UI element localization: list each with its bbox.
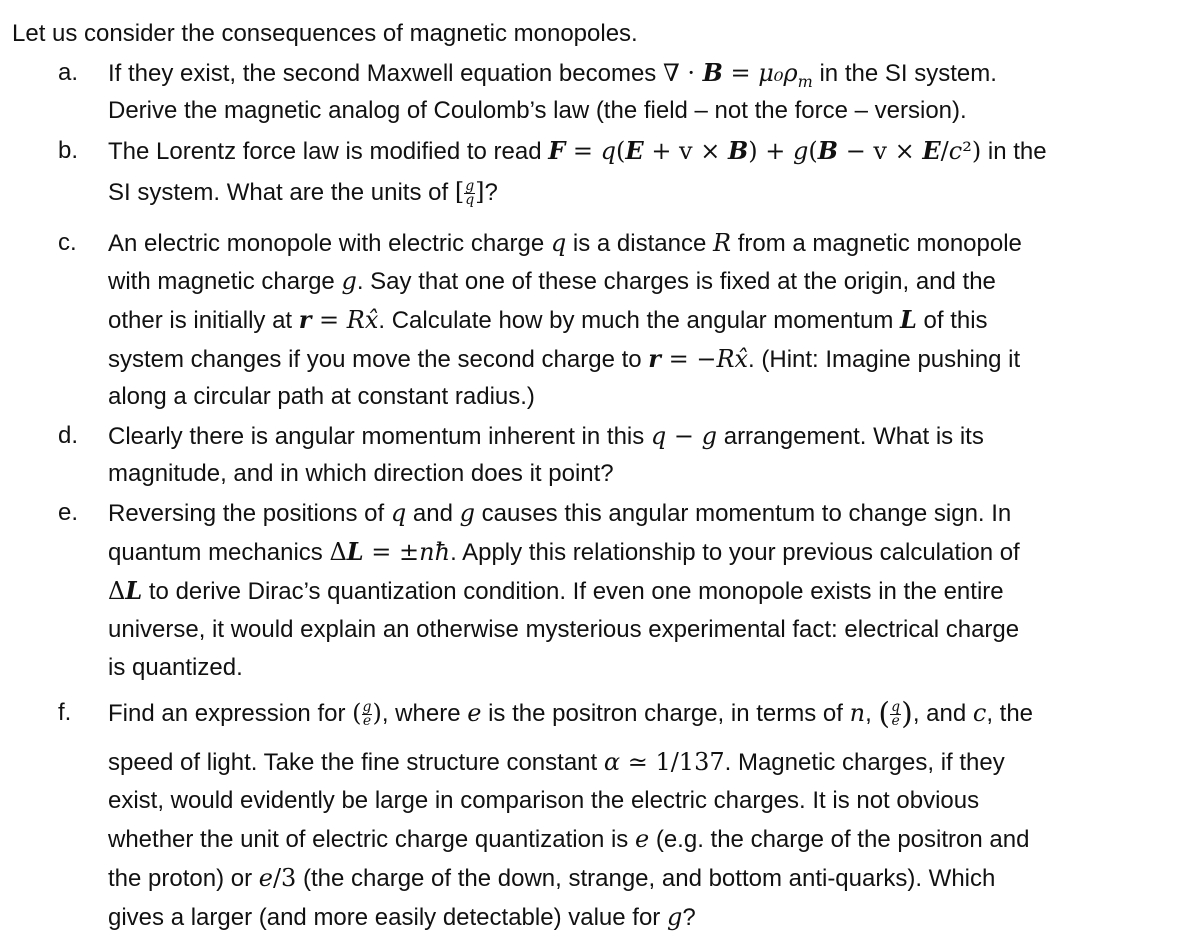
item-line	[108, 58, 997, 97]
text-run: other is initially at	[108, 307, 299, 334]
math-symbol: α	[603, 748, 621, 776]
math-symbol: ) +	[748, 137, 794, 165]
math-symbol: (	[808, 137, 818, 165]
text-run: Reversing the positions of	[108, 500, 391, 527]
item-line	[108, 228, 1022, 259]
item-marker: a.	[58, 59, 79, 86]
text-run: If they exist, the second Maxwell equation becomes	[108, 60, 663, 87]
math-vector: L	[125, 576, 143, 605]
math-symbol: ²)	[962, 137, 982, 165]
fraction	[890, 701, 901, 728]
math-symbol: nħ	[419, 538, 451, 566]
math-vector: L	[899, 305, 917, 334]
math-symbol: c	[972, 699, 987, 727]
math-symbol: g	[701, 422, 718, 450]
text-run: of this	[916, 307, 988, 334]
math-symbol: Δ	[329, 538, 347, 566]
text-run: . Magnetic charges, if they	[724, 749, 1005, 776]
text-run: . Say that one of these charges is fixed at the origin, and the	[356, 268, 996, 295]
text-run: , and	[912, 700, 973, 727]
math-vector: B	[817, 136, 839, 165]
math-vector: E	[922, 136, 941, 165]
math-symbol: m	[797, 71, 813, 91]
item-marker: c.	[58, 229, 77, 256]
math-symbol: e	[634, 825, 650, 853]
item-line	[108, 177, 498, 208]
text-run: with magnetic charge	[108, 268, 342, 295]
math-symbol: =	[722, 59, 759, 87]
text-run: along a circular path at constant radius.)	[108, 383, 535, 410]
item-line	[108, 653, 243, 683]
item-marker: d.	[58, 422, 79, 449]
text-run: quantum mechanics	[108, 539, 330, 566]
text-run: An electric monopole with electric charge	[108, 230, 551, 257]
item-line	[108, 747, 1005, 778]
math-symbol: q	[650, 422, 667, 450]
text-run: ,	[865, 700, 879, 727]
math-symbol: Rx̂	[716, 345, 749, 373]
text-run: SI system. What are the units of	[108, 179, 455, 206]
item-marker: e.	[58, 499, 79, 526]
math-symbol: ∇ ·	[662, 59, 703, 87]
fraction-numerator: g	[465, 178, 475, 195]
item-line	[108, 498, 1011, 529]
text-run: is quantized.	[108, 654, 243, 681]
math-symbol: /	[940, 137, 949, 165]
math-vector: r	[298, 305, 312, 334]
text-run: in the	[981, 138, 1047, 165]
text-run: causes this angular momentum to change sign. In	[474, 500, 1012, 527]
text-run: and	[406, 500, 460, 527]
math-symbol: g	[666, 903, 683, 931]
text-run: system changes if you move the second charge to	[108, 346, 649, 373]
text-run: Clearly there is angular momentum inherent in this	[108, 423, 651, 450]
math-vector: r	[648, 344, 661, 373]
text-run: in the SI system.	[812, 60, 997, 87]
fraction-denominator: e	[362, 713, 372, 730]
math-symbol: e	[467, 699, 482, 727]
math-vector: L	[346, 537, 364, 566]
text-run: (the charge of the down, strange, and bottom anti-quarks). Which	[296, 865, 996, 892]
math-symbol: n	[849, 699, 866, 727]
math-symbol: R	[713, 229, 732, 257]
intro-line: Let us consider the consequences of magnetic monopoles.	[12, 20, 638, 47]
fraction-numerator: q	[891, 699, 901, 716]
math-symbol: [	[454, 178, 465, 206]
math-vector: E	[625, 136, 644, 165]
math-symbol: μ₀ρ	[758, 59, 798, 87]
fraction-denominator: e	[891, 713, 900, 730]
text-run: ?	[682, 904, 696, 931]
text-run: is a distance	[566, 230, 713, 257]
math-symbol: q	[600, 137, 617, 165]
text-run: magnitude, and in which direction does it point?	[108, 460, 614, 487]
item-line	[108, 421, 984, 452]
item-line	[108, 824, 1029, 855]
math-symbol: Δ	[108, 577, 126, 605]
math-paren: )	[901, 696, 913, 732]
item-line	[108, 96, 967, 126]
math-paren: (	[878, 696, 891, 732]
item-line	[108, 305, 988, 336]
text-run: is the positron charge, in terms of	[481, 700, 850, 727]
text-run: , where	[381, 700, 468, 727]
text-run: gives a larger (and more easily detectable) value for	[108, 904, 667, 931]
text-run: arrangement. What is its	[717, 423, 984, 450]
math-symbol: q	[390, 499, 407, 527]
item-line	[108, 615, 1019, 645]
fraction	[362, 701, 373, 728]
text-run: ?	[484, 179, 498, 206]
item-line	[108, 786, 979, 816]
math-vector: B	[727, 136, 749, 165]
text-run: whether the unit of electric charge quantization is	[108, 826, 635, 853]
math-symbol: = ±	[363, 538, 420, 566]
text-run: , the	[986, 700, 1034, 727]
item-line	[108, 576, 1004, 607]
text-run: Find an expression for	[108, 700, 353, 727]
text-run: speed of light. Take the fine structure constant	[108, 749, 604, 776]
text-run: . (Hint: Imagine pushing it	[748, 346, 1021, 373]
math-symbol: )	[372, 699, 382, 727]
math-symbol: g	[793, 137, 809, 165]
item-line	[108, 902, 696, 933]
math-symbol: g	[341, 267, 357, 295]
math-vector: B	[702, 58, 723, 87]
math-symbol: (	[352, 699, 362, 727]
text-run: (e.g. the charge of the positron and	[649, 826, 1030, 853]
text-run: . Calculate how by much the angular momentum	[378, 307, 900, 334]
item-line	[108, 266, 996, 297]
math-symbol: Rx̂	[346, 306, 379, 334]
fraction	[464, 180, 475, 207]
text-run: . Apply this relationship to your previous calculation of	[450, 539, 1020, 566]
math-symbol: c	[948, 137, 963, 165]
text-run: Derive the magnetic analog of Coulomb’s law (the field – not the force – version).	[108, 97, 967, 124]
item-line	[108, 459, 614, 489]
text-run: to derive Dirac’s quantization condition. If even one monopole exists in the entire	[142, 578, 1004, 605]
math-symbol: ]	[475, 178, 485, 206]
text-run: The Lorentz force law is modified to read	[108, 138, 549, 165]
item-line	[108, 382, 535, 412]
item-line	[108, 863, 995, 894]
item-line	[108, 537, 1020, 568]
item-line	[108, 136, 1047, 167]
item-line	[108, 698, 1033, 730]
text-run: from a magnetic monopole	[731, 230, 1022, 257]
math-symbol: − v ×	[838, 137, 923, 165]
math-symbol: g	[459, 499, 475, 527]
math-symbol: q	[550, 229, 567, 257]
math-symbol: /3	[272, 864, 297, 892]
item-marker: b.	[58, 137, 79, 164]
text-run: the proton) or	[108, 865, 259, 892]
text-run: exist, would evidently be large in comparison the electric charges. It is not obvious	[108, 787, 980, 814]
item-line	[108, 344, 1020, 375]
math-symbol: =	[311, 306, 347, 334]
fraction-numerator: g	[362, 699, 372, 716]
math-symbol: e	[258, 864, 273, 892]
item-marker: f.	[58, 699, 72, 726]
math-symbol: + v ×	[643, 137, 728, 165]
fraction-denominator: q	[465, 192, 475, 209]
math-symbol: −	[666, 422, 702, 450]
math-vector: F	[548, 136, 566, 165]
math-symbol: =	[565, 137, 601, 165]
math-symbol: ≃ 1/137	[620, 748, 725, 776]
text-run: universe, it would explain an otherwise mysterious experimental fact: electrical charge	[108, 616, 1020, 643]
math-symbol: (	[616, 137, 626, 165]
math-symbol: = −	[660, 345, 717, 373]
